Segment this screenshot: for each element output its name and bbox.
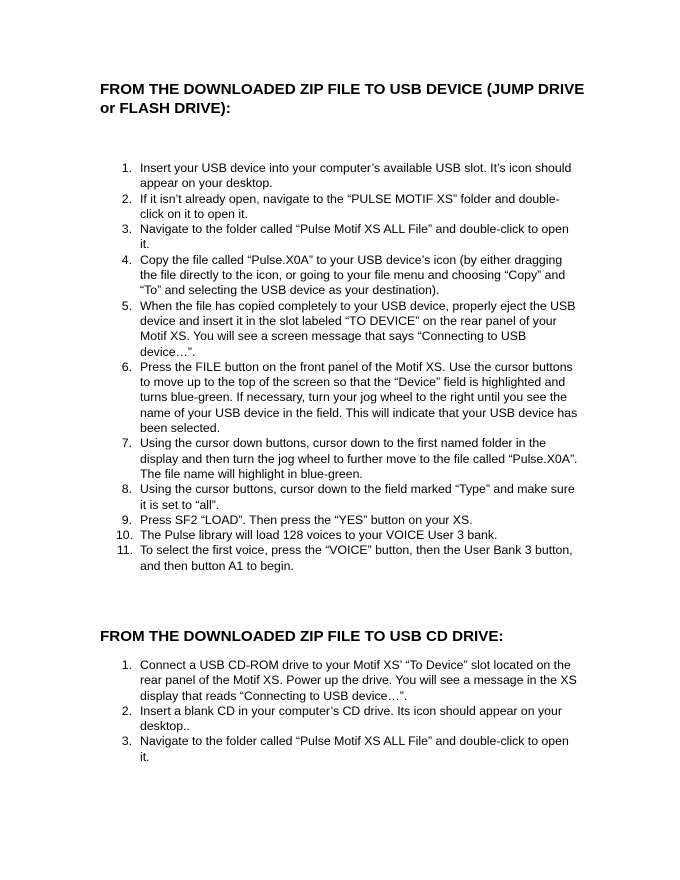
usb-device-steps — [100, 161, 580, 574]
list-item-text: Using the cursor buttons, cursor down to the field marked “Type” and make sure it is set to “all”. — [140, 482, 575, 512]
list-item — [100, 543, 580, 574]
list-item-number: 6. — [121, 359, 132, 374]
list-item-text: Insert a blank CD in your computer’s CD drive. Its icon should appear on your desktop.. — [140, 703, 562, 734]
list-item-number: 8. — [121, 482, 132, 497]
list-item-number: 9. — [121, 512, 132, 527]
list-item — [100, 192, 580, 223]
list-item — [100, 360, 580, 436]
list-item-text: Copy the file called “Pulse.X0A” to your USB device’s icon (by either dragging the file directly to the icon, or going to your file menu and choosing “Copy” and “To” and selecting the USB device as your destination). — [140, 252, 566, 298]
list-item-number: 2. — [121, 191, 132, 206]
list-item — [100, 222, 580, 253]
section-heading-usb-device: FROM THE DOWNLOADED ZIP FILE TO USB DEVICE (JUMP DRIVE or FLASH DRIVE): — [100, 81, 585, 117]
list-item-number: 11. — [116, 543, 133, 558]
list-item — [100, 658, 580, 704]
list-item-number: 5. — [121, 298, 132, 313]
list-item-text: If it isn’t already open, navigate to the “PULSE MOTIF XS” folder and double-click on it to open it. — [140, 191, 560, 221]
list-item-number: 3. — [121, 734, 132, 749]
usb-cd-drive-steps — [100, 658, 580, 765]
list-item-text: Press the FILE button on the front panel of the Motif XS. Use the cursor buttons to move up to the top of the screen so that the “Device” field is highlighted and turns blue-green. If necessary, turn your jog wheel to the right until you see the name of your USB device in the field. This will indicate that your USB device has been selected. — [140, 359, 578, 436]
list-item-number: 3. — [121, 222, 132, 237]
list-item-number: 4. — [121, 252, 132, 267]
list-item — [100, 513, 580, 528]
list-item — [100, 436, 580, 482]
list-item-number: 7. — [121, 436, 132, 451]
list-item — [100, 253, 580, 299]
list-item-number: 1. — [121, 658, 132, 672]
list-item-text: The Pulse library will load 128 voices to your VOICE User 3 bank. — [140, 528, 498, 543]
list-item-number: 2. — [121, 703, 132, 718]
list-item-number: 1. — [121, 161, 132, 175]
list-item — [100, 734, 580, 765]
list-item-text: When the file has copied completely to your USB device, properly eject the USB device and insert it in the slot labeled “TO DEVICE” on the rear panel of your Motif XS. You will see a screen message that says “Connecting to USB device…”. — [140, 298, 576, 359]
list-item-text: To select the first voice, press the “VOICE” button, then the User Bank 3 button, and then button A1 to begin. — [140, 543, 573, 573]
list-item — [100, 704, 580, 735]
list-item-text: Navigate to the folder called “Pulse Motif XS ALL File” and double-click to open it. — [140, 734, 569, 764]
list-item — [100, 299, 580, 360]
list-item-number: 10. — [115, 528, 133, 543]
section-heading-usb-cd-drive: FROM THE DOWNLOADED ZIP FILE TO USB CD DRIVE: — [100, 628, 504, 645]
list-item — [100, 528, 580, 543]
list-item-text: Navigate to the folder called “Pulse Motif XS ALL File” and double-click to open it. — [140, 222, 569, 252]
list-item-text: Press SF2 “LOAD”. Then press the “YES” button on your XS. — [140, 512, 473, 527]
list-item — [100, 161, 580, 192]
list-item-text: Using the cursor down buttons, cursor down to the first named folder in the display and then turn the jog wheel to further move to the file called “Pulse.X0A”. The file name will highlight in blue-green. — [140, 436, 578, 481]
list-item-text: Insert your USB device into your computer’s available USB slot. It’s icon should appear on your desktop. — [140, 161, 572, 191]
list-item — [100, 482, 580, 513]
list-item-text: Connect a USB CD-ROM drive to your Motif XS’ “To Device” slot located on the rear panel of the Motif XS. Power up the drive. You will see a message in the XS display that reads “Connecting to USB device…”. — [140, 658, 577, 703]
